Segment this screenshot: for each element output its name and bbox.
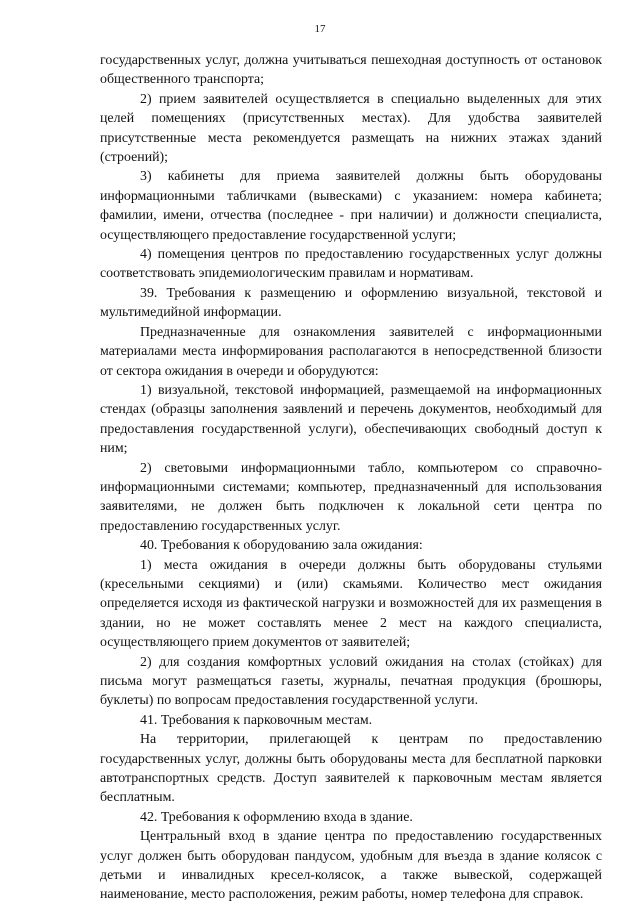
paragraph-waiting-item-2: 2) для создания комфортных условий ожидания на столах (стойках) для письма могут размещаться газеты, журналы, печатная продукция (брошюры, буклеты) по вопросам предоставления государственной услуги. [100, 654, 602, 709]
section-heading-40: 40. Требования к оборудованию зала ожидания: [140, 538, 423, 554]
section-heading-42: 42. Требования к оформлению входа в здание. [140, 809, 413, 825]
paragraph-continuation: государственных услуг, должна учитываться пешеходная доступность от остановок общественного транспорта; [100, 53, 602, 88]
paragraph-item-2: 2) прием заявителей осуществляется в специально выделенных для этих целей помещениях (присутственных местах). Для удобства заявителей присутственные места рекомендуется размещать на нижних этажах зданий (строений); [100, 91, 602, 166]
paragraph-item-4: 4) помещения центров по предоставлению государственных услуг должны соответствовать эпидемиологическим правилам и нормативам. [100, 247, 602, 282]
section-heading-39: 39. Требования к размещению и оформлению визуальной, текстовой и мультимедийной информации. [100, 285, 602, 321]
section-heading-41: 41. Требования к парковочным местам. [140, 712, 373, 728]
paragraph-parking: На территории, прилегающей к центрам по предоставлению государственных услуг, должны быть оборудованы места для бесплатной парковки автотранспортных средств. Доступ заявителей к парковочным местам является бесплатным. [100, 732, 602, 806]
page-number: 17 [314, 23, 326, 35]
paragraph-item-3: 3) кабинеты для приема заявителей должны быть оборудованы информационными табличками (вывесками) с указанием: номера кабинета; фамилии, имени, отчества (последнее - при наличии) и должности специалиста, осуществляющего предоставление государственной услуги; [100, 169, 602, 243]
paragraph-info-places: Предназначенные для ознакомления заявителей с информационными материалами места информирования располагаются в непосредственной близости от сектора ожидания в очереди и оборудуются: [100, 324, 602, 379]
paragraph-entrance: Центральный вход в здание центра по предоставлению государственных услуг должен быть оборудован пандусом, удобным для въезда в здание колясок с детьми и инвалидных кресел-колясок, а также вывеской, содержащей наименование, место расположения, режим работы, номер телефона для справок. [100, 829, 602, 903]
paragraph-info-item-2: 2) световыми информационными табло, компьютером со справочно-информационными системами; компьютер, предназначенный для использования заявителями, не должен быть подключен к локальной сети центра по предоставлению государственных услуг. [100, 460, 602, 534]
paragraph-info-item-1: 1) визуальной, текстовой информацией, размещаемой на информационных стендах (образцы заполнения заявлений и перечень документов, необходимый для предоставления государственной услуги), обеспечивающих свободный доступ к ним; [100, 382, 602, 457]
document-body [100, 51, 602, 905]
paragraph-waiting-item-1: 1) места ожидания в очереди должны быть оборудованы стульями (кресельными секциями) и (или) скамьями. Количество мест ожидания определяется исходя из фактической нагрузки и возможностей для их размещения в здании, но не может составлять менее 2 мест на каждого специалиста, осуществляющего прием документов от заявителей; [100, 557, 602, 651]
